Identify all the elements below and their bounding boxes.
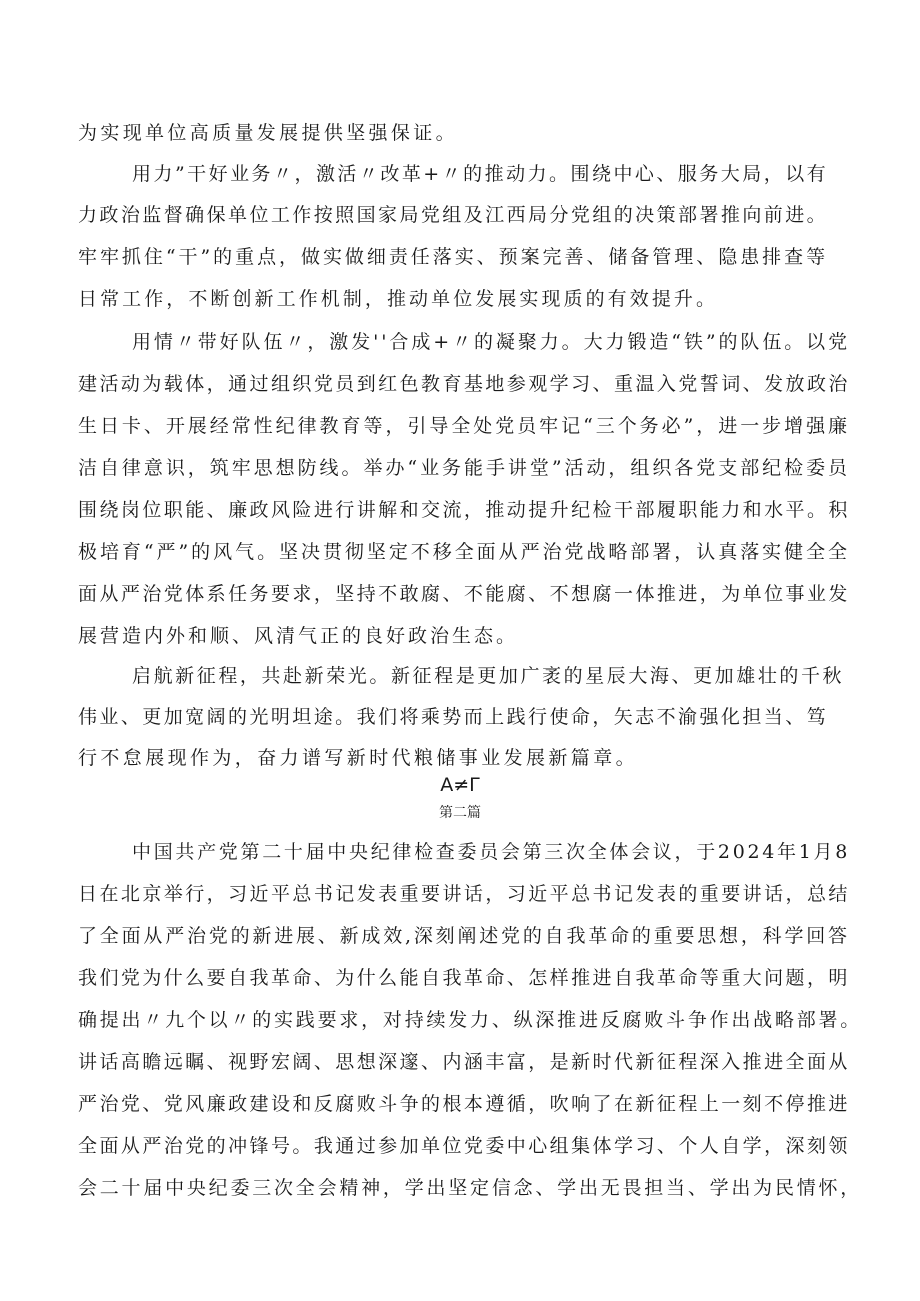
paragraph-line: 生日卡、开展经常性纪律教育等，引导全处党员牢记“三个务必”，进一步增强廉: [78, 415, 850, 437]
paragraph-line: 我们党为什么要自我革命、为什么能自我革命、怎样推进自我革命等重大问题，明: [78, 967, 850, 989]
paragraph-line: 启航新征程，共赴新荣光。新征程是更加广袤的星辰大海、更加雄壮的千秋: [132, 665, 845, 687]
section-heading-subtitle: 第二篇: [439, 805, 481, 821]
paragraph-line: 伟业、更加宽阔的光明坦途。我们将乘势而上践行使命，矢志不渝强化担当、笃: [78, 706, 829, 728]
paragraph-line: 围绕岗位职能、廉政风险进行讲解和交流，推动提升纪检干部履职能力和水平。积: [78, 499, 850, 521]
paragraph-line: 力政治监督确保单位工作按照国家局党组及江西局分党组的决策部署推向前进。: [78, 204, 829, 226]
paragraph-line: 讲话高瞻远瞩、视野宏阔、思想深邃、内涵丰富，是新时代新征程深入推进全面从: [78, 1051, 850, 1073]
paragraph-line: 展营造内外和顺、风清气正的良好政治生态。: [78, 625, 519, 647]
paragraph-line: 行不怠展现作为，奋力谱写新时代粮储事业发展新篇章。: [78, 747, 639, 769]
paragraph-line: 用情〃带好队伍〃，激发''合成+〃的凝聚力。大力锻造“铁”的队伍。以党: [132, 331, 850, 353]
paragraph-line: 面从严治党体系任务要求，坚持不敢腐、不能腐、不想腐一体推进，为单位事业发: [78, 583, 850, 605]
section-heading-mark: A≠Γ: [440, 774, 480, 796]
paragraph-line: 极培育“严”的风气。坚决贯彻坚定不移全面从严治党战略部署，认真落实健全全: [78, 541, 850, 563]
paragraph-line: 严治党、党风廉政建设和反腐败斗争的根本遵循，吹响了在新征程上一刻不停推进: [78, 1093, 850, 1115]
paragraph-line: 用力”干好业务〃，激活〃改革+〃的推动力。围绕中心、服务大局，以有: [132, 163, 829, 185]
paragraph-line: 为实现单位高质量发展提供坚强保证。: [78, 122, 458, 144]
paragraph-line: 日在北京举行，习近平总书记发表重要讲话，习近平总书记发表的重要讲话，总结: [78, 883, 850, 905]
paragraph-line: 中国共产党第二十届中央纪律检查委员会第三次全体会议，于2024年1月8: [132, 841, 851, 863]
paragraph-line: 洁自律意识，筑牢思想防线。举办“业务能手讲堂”活动，组织各党支部纪检委员: [78, 457, 850, 479]
paragraph-line: 了全面从严治党的新进展、新成效,深刻阐述党的自我革命的重要思想，科学回答: [78, 925, 850, 947]
paragraph-line: 确提出〃九个以〃的实践要求，对持续发力、纵深推进反腐败斗争作出战略部署。: [78, 1009, 863, 1031]
paragraph-line: 日常工作，不断创新工作机制，推动单位发展实现质的有效提升。: [78, 288, 719, 310]
paragraph-line: 全面从严治党的冲锋号。我通过参加单位党委中心组集体学习、个人自学，深刻领: [78, 1135, 850, 1157]
paragraph-line: 牢牢抓住“干”的重点，做实做细责任落实、预案完善、储备管理、隐患排查等: [78, 246, 829, 268]
paragraph-line: 建活动为载体，通过组织党员到红色教育基地参观学习、重温入党誓词、发放政治: [78, 373, 850, 395]
paragraph-line: 会二十届中央纪委三次全会精神，学出坚定信念、学出无畏担当、学出为民情怀，: [78, 1177, 863, 1199]
